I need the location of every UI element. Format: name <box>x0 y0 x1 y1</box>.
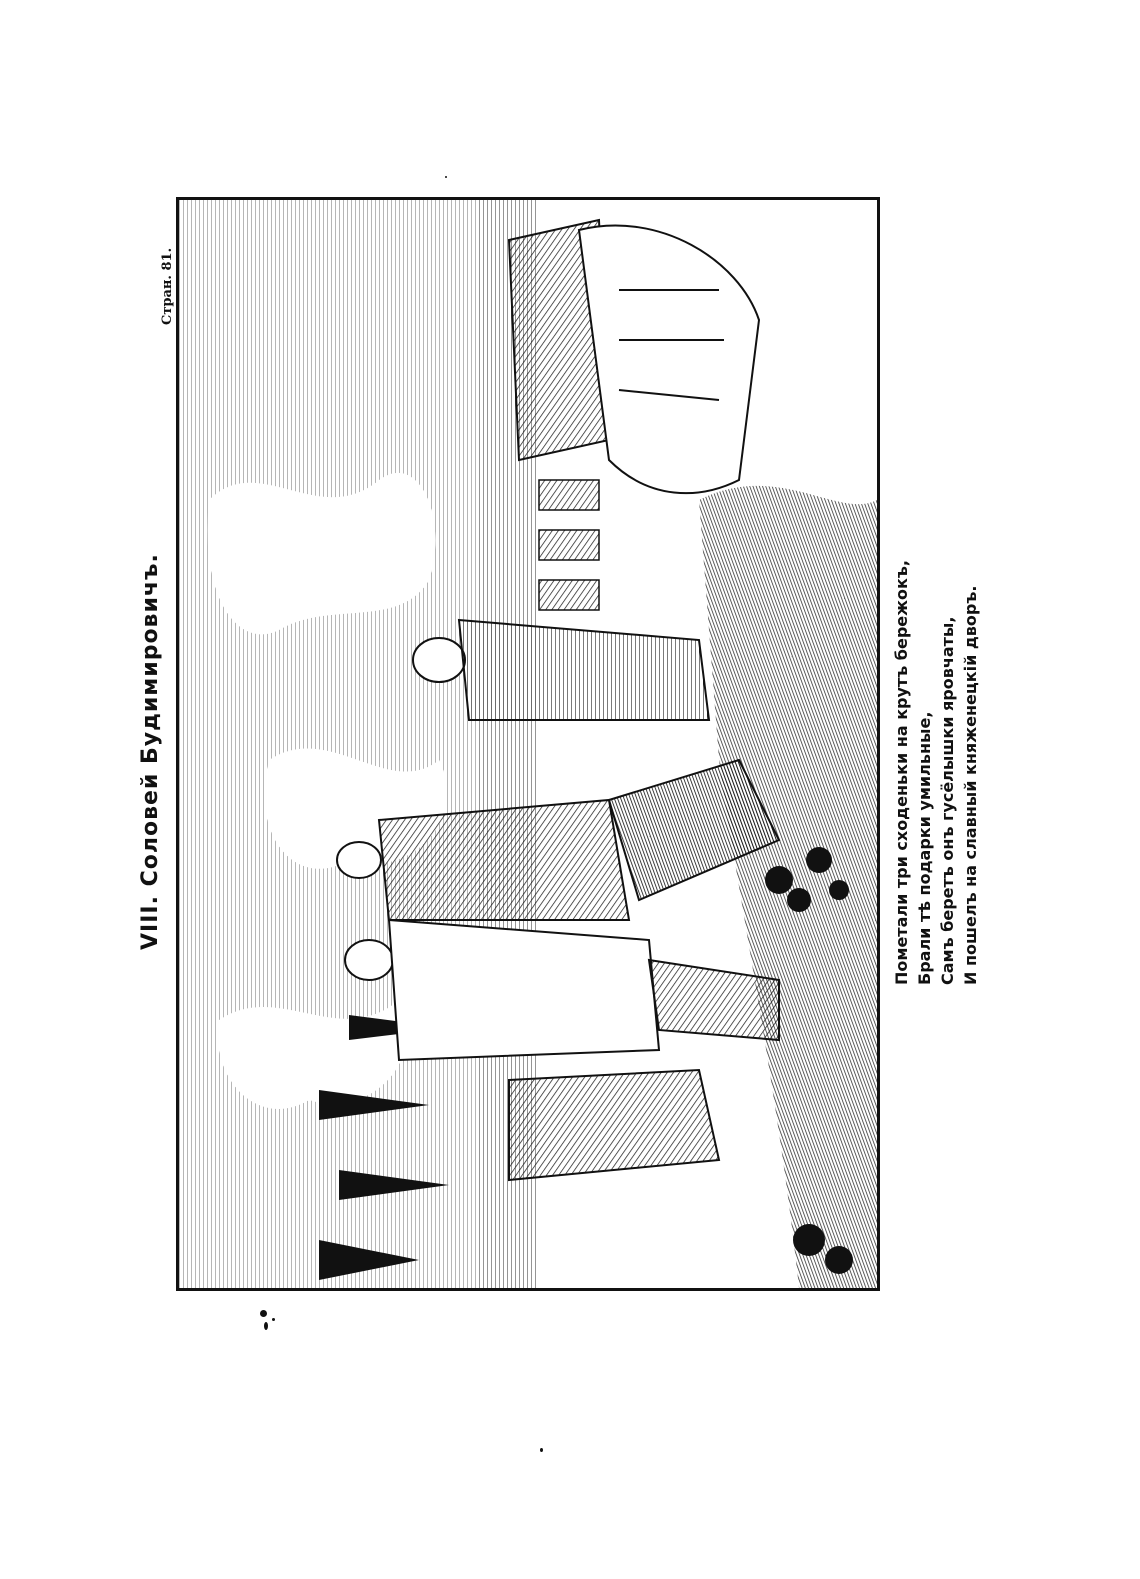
ink-speck <box>445 176 447 178</box>
verse-line-3: Самъ беретъ онъ гусёлышки яровчаты, <box>938 616 957 985</box>
sky-hatching <box>179 200 479 1288</box>
chapter-title-text: VIII. Соловей Будимировичъ. <box>138 553 163 950</box>
ink-speck <box>260 1310 267 1317</box>
verse-line-4: И пошелъ на славный княженецкій дворъ. <box>961 585 980 985</box>
verse-line-2: Брали тѣ подарки умильные, <box>915 711 934 985</box>
ink-speck <box>540 1448 543 1452</box>
engraving-illustration <box>176 197 880 1291</box>
page-reference-text: Стран. 81. <box>160 247 175 325</box>
ship-hull <box>579 226 759 494</box>
ink-speck <box>264 1322 268 1330</box>
engraving-drawing <box>179 200 877 1288</box>
verse-line-1: Пометали три сходеньки на крутъ бережокъ, <box>892 559 911 985</box>
background-crowd <box>539 480 599 610</box>
verse-lines <box>890 560 982 985</box>
ink-speck <box>272 1318 275 1321</box>
